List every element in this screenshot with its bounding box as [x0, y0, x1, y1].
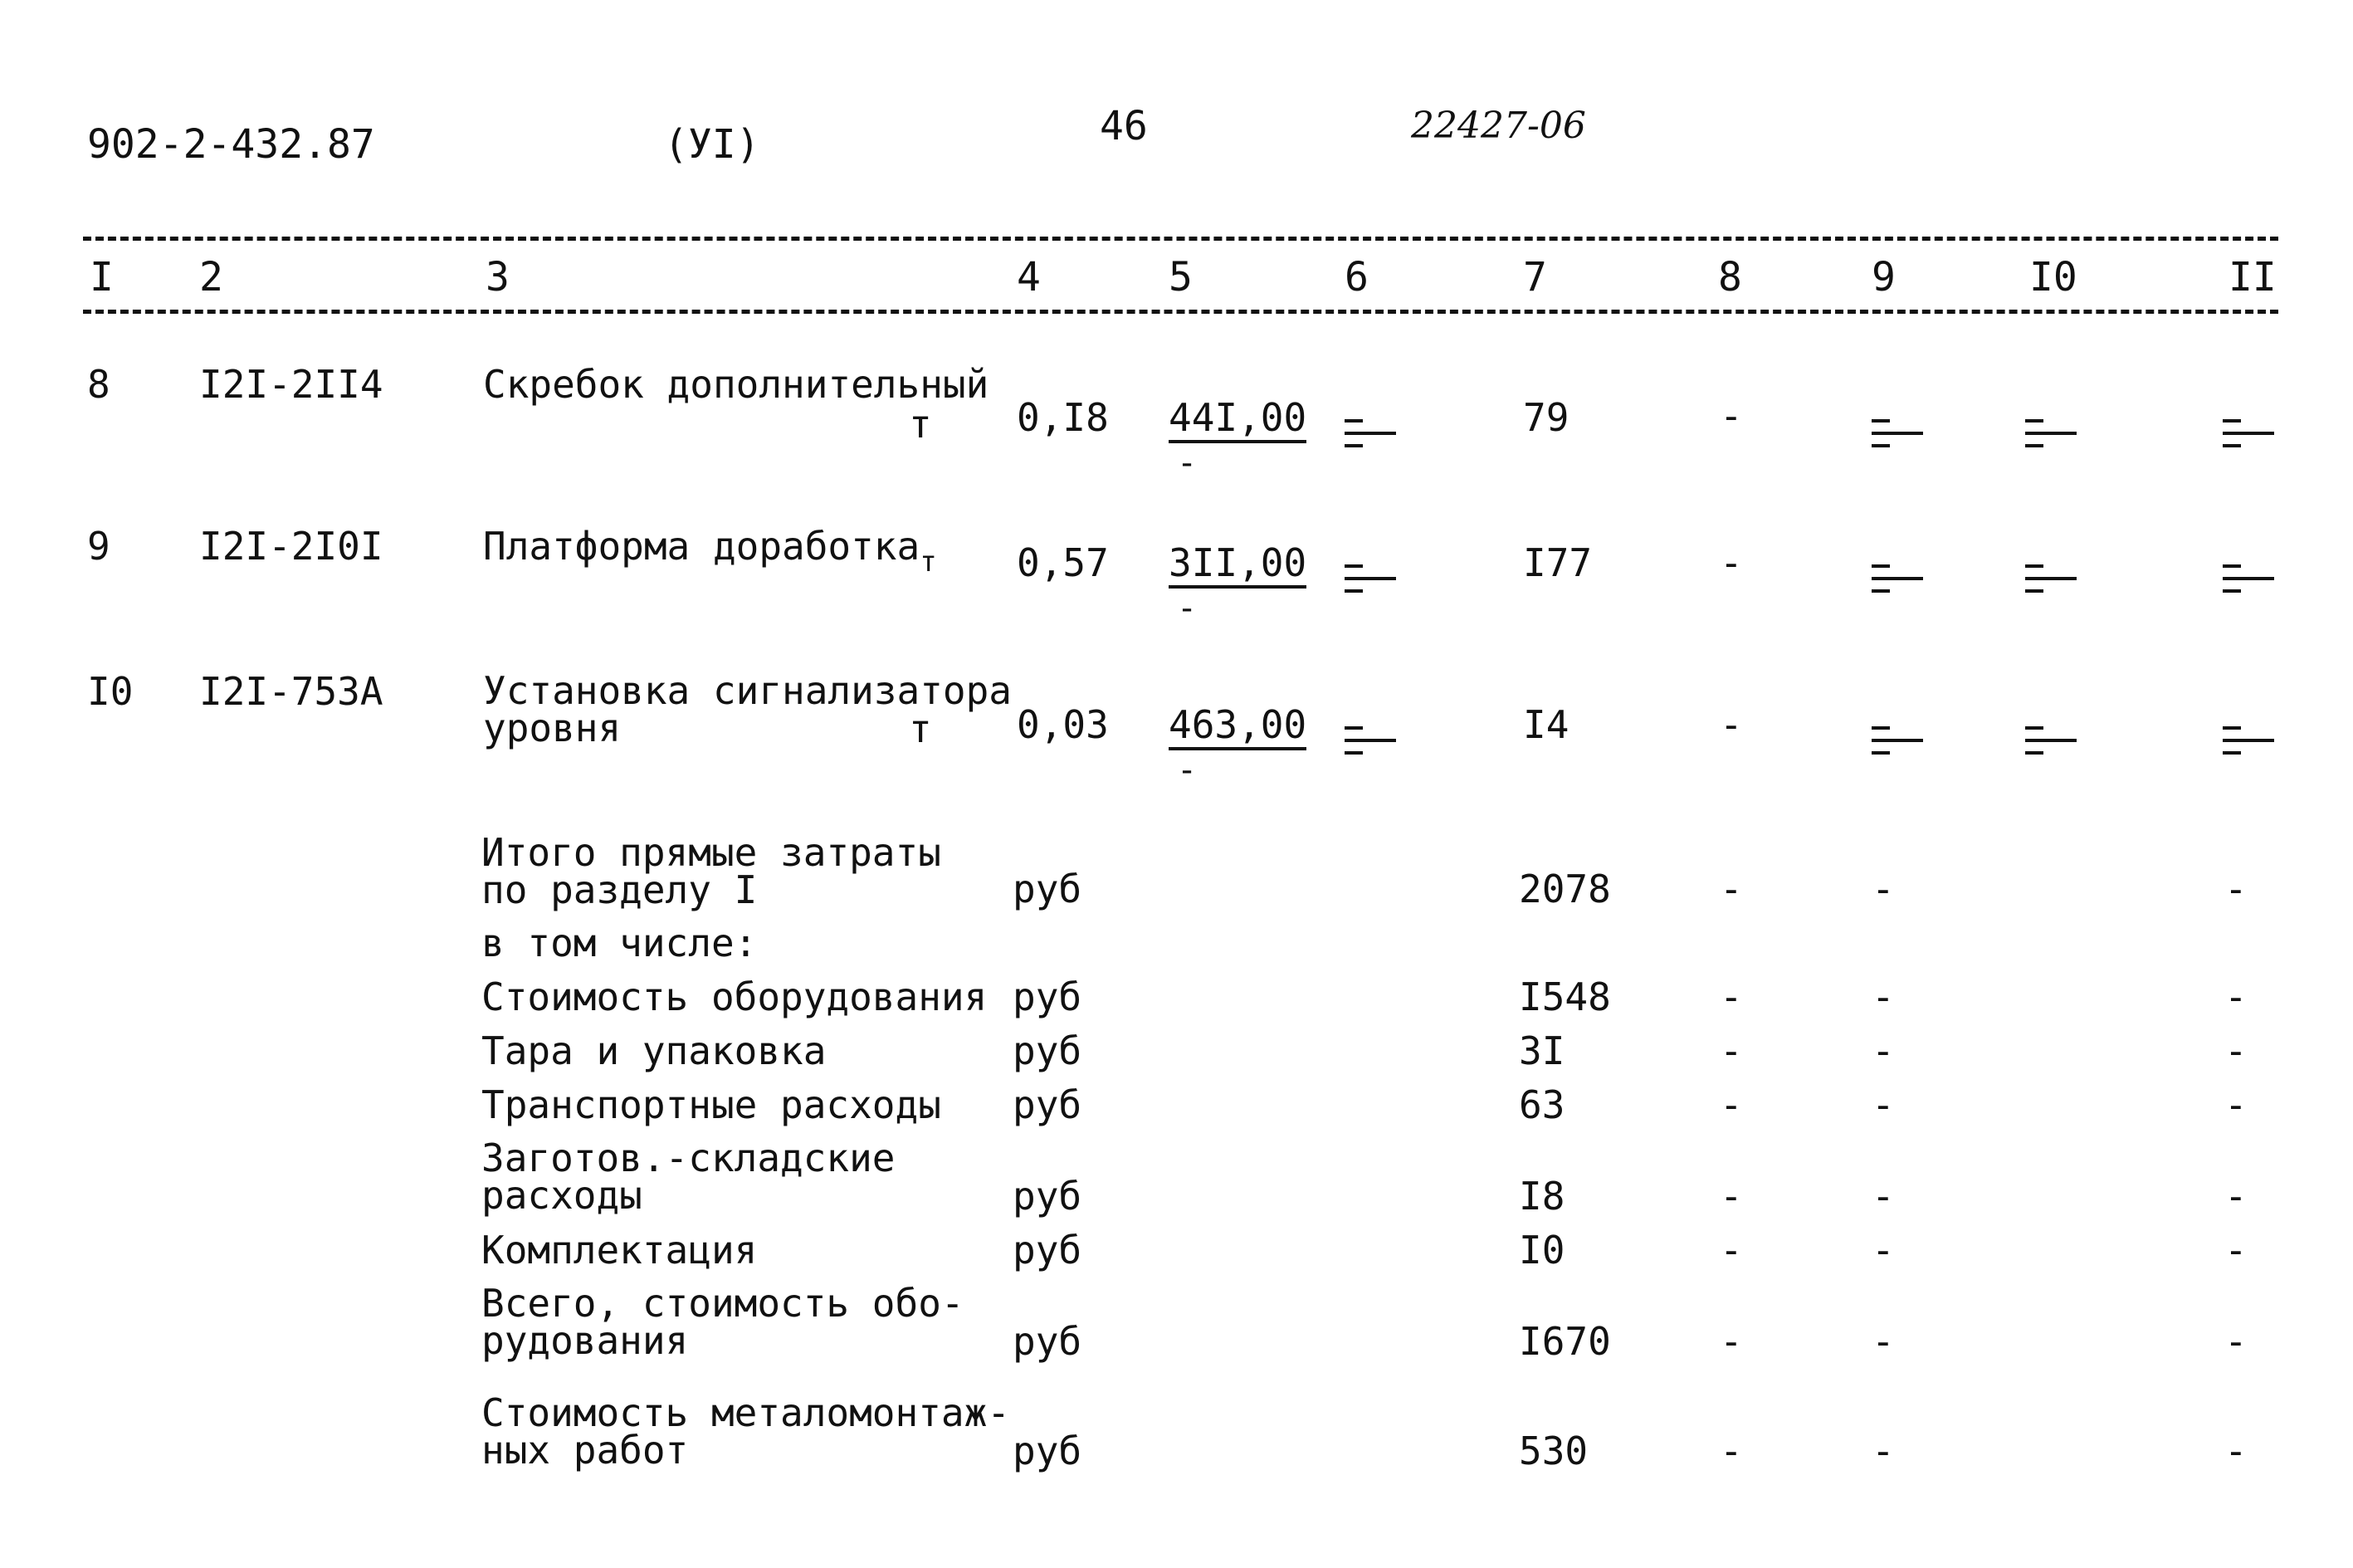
summary-equipment-value: I548 — [1519, 975, 1611, 1019]
summary-warehouse-value: I8 — [1519, 1174, 1565, 1219]
row-8-name: Скребок дополнительный — [483, 362, 989, 407]
summary-equipment-total-c9: - — [1872, 1319, 1895, 1364]
summary-metalwork-c8: - — [1720, 1429, 1743, 1473]
row-10-name: Установка сигнализатора уровня — [483, 668, 1012, 751]
ditto-mark-icon — [1345, 564, 1396, 594]
row-8-code: I2I-2II4 — [199, 362, 383, 407]
col-header-1: I — [90, 254, 114, 300]
summary-warehouse-label: Заготов.-складские расходы — [481, 1136, 896, 1219]
summary-transport-unit: руб — [1013, 1082, 1082, 1127]
ditto-mark-icon — [2223, 564, 2274, 594]
summary-warehouse-c9: - — [1872, 1174, 1895, 1219]
summary-packaging-value: 3I — [1519, 1028, 1565, 1073]
summary-warehouse-c11: - — [2224, 1174, 2248, 1219]
summary-equipment-total-c11: - — [2224, 1319, 2248, 1364]
summary-equipment-c11: - — [2224, 975, 2248, 1019]
summary-transport-c11: - — [2224, 1082, 2248, 1127]
row-10-unit: т — [909, 706, 932, 751]
summary-equipment-total-unit: руб — [1013, 1319, 1082, 1364]
row-8-col8: - — [1720, 393, 1743, 438]
summary-total-c8: - — [1720, 867, 1743, 911]
col-header-3: 3 — [486, 254, 510, 300]
ditto-mark-icon — [2223, 726, 2274, 756]
summary-packaging-c9: - — [1872, 1028, 1895, 1073]
summary-equipment-total-value: I670 — [1519, 1319, 1611, 1364]
summary-packaging-unit: руб — [1013, 1028, 1082, 1073]
page-number: 46 — [1100, 103, 1148, 149]
row-8-num: 8 — [87, 362, 110, 407]
col-header-7: 7 — [1523, 254, 1547, 300]
row-8-price: 44I,00 - — [1169, 395, 1307, 482]
col-header-5: 5 — [1169, 254, 1193, 300]
summary-metalwork-label: Стоимость металомонтаж- ных работ — [481, 1390, 1010, 1473]
ditto-mark-icon — [1872, 564, 1923, 594]
row-9-cost: I77 — [1523, 540, 1593, 585]
col-header-6: 6 — [1345, 254, 1369, 300]
row-9-col8: - — [1720, 540, 1743, 585]
header-bottom-rule — [83, 310, 2278, 314]
header-top-rule — [83, 237, 2278, 241]
summary-total-c9: - — [1872, 867, 1895, 911]
col-header-4: 4 — [1017, 254, 1041, 300]
row-9-num: 9 — [87, 524, 110, 569]
doc-code: 902-2-432.87 — [87, 121, 375, 168]
row-8-unit: т — [909, 402, 932, 447]
ditto-mark-icon — [1345, 419, 1396, 449]
summary-warehouse-unit: руб — [1013, 1174, 1082, 1219]
summary-subtitle: в том числе: — [481, 921, 758, 965]
volume-label: (УI) — [664, 121, 760, 168]
summary-transport-c9: - — [1872, 1082, 1895, 1127]
summary-kitting-c11: - — [2224, 1228, 2248, 1272]
summary-metalwork-c9: - — [1872, 1429, 1895, 1473]
col-header-10: I0 — [2029, 254, 2077, 300]
row-10-cost: I4 — [1523, 702, 1569, 747]
summary-total-c11: - — [2224, 867, 2248, 911]
row-10-price: 463,00 - — [1169, 702, 1307, 789]
ditto-mark-icon — [2025, 419, 2077, 449]
summary-total-value: 2078 — [1519, 867, 1611, 911]
row-9-code: I2I-2I0I — [199, 524, 383, 569]
summary-warehouse-c8: - — [1720, 1174, 1743, 1219]
summary-packaging-c11: - — [2224, 1028, 2248, 1073]
summary-kitting-c8: - — [1720, 1228, 1743, 1272]
ditto-mark-icon — [1872, 419, 1923, 449]
row-8-cost: 79 — [1523, 395, 1569, 440]
summary-transport-value: 63 — [1519, 1082, 1565, 1127]
summary-total-unit: руб — [1013, 867, 1082, 911]
ditto-mark-icon — [1872, 726, 1923, 756]
summary-equipment-total-c8: - — [1720, 1319, 1743, 1364]
summary-equipment-c8: - — [1720, 975, 1743, 1019]
row-9-unit: т — [920, 545, 937, 579]
ditto-mark-icon — [2025, 564, 2077, 594]
summary-packaging-label: Тара и упаковка — [481, 1028, 827, 1073]
handwritten-code: 22427-06 — [1411, 105, 1586, 147]
col-header-8: 8 — [1718, 254, 1742, 300]
summary-equipment-total-label: Всего, стоимость обо- рудования — [481, 1281, 964, 1364]
summary-metalwork-unit: руб — [1013, 1429, 1082, 1473]
ditto-mark-icon — [1345, 726, 1396, 756]
ditto-mark-icon — [2223, 419, 2274, 449]
col-header-2: 2 — [199, 254, 223, 300]
summary-equipment-c9: - — [1872, 975, 1895, 1019]
row-10-code: I2I-753А — [199, 669, 383, 714]
summary-metalwork-c11: - — [2224, 1429, 2248, 1473]
row-10-num: I0 — [87, 669, 134, 714]
summary-kitting-c9: - — [1872, 1228, 1895, 1272]
summary-kitting-value: I0 — [1519, 1228, 1565, 1272]
summary-equipment-unit: руб — [1013, 975, 1082, 1019]
row-9-name: Платформа доработка$_т$ — [483, 524, 937, 579]
row-9-price: 3II,00 - — [1169, 540, 1307, 628]
row-10-col8: - — [1720, 702, 1743, 747]
summary-equipment-label: Стоимость оборудования — [481, 975, 988, 1019]
summary-total-label: Итого прямые затраты по разделу I — [481, 830, 941, 913]
summary-packaging-c8: - — [1720, 1028, 1743, 1073]
row-10-qty: 0,03 — [1017, 702, 1109, 747]
summary-transport-label: Транспортные расходы — [481, 1082, 941, 1127]
summary-metalwork-value: 530 — [1519, 1429, 1589, 1473]
summary-kitting-label: Комплектация — [481, 1228, 758, 1272]
row-9-qty: 0,57 — [1017, 540, 1109, 585]
ditto-mark-icon — [2025, 726, 2077, 756]
col-header-11: II — [2229, 254, 2277, 300]
summary-kitting-unit: руб — [1013, 1228, 1082, 1272]
summary-transport-c8: - — [1720, 1082, 1743, 1127]
row-8-qty: 0,I8 — [1017, 395, 1109, 440]
col-header-9: 9 — [1872, 254, 1896, 300]
